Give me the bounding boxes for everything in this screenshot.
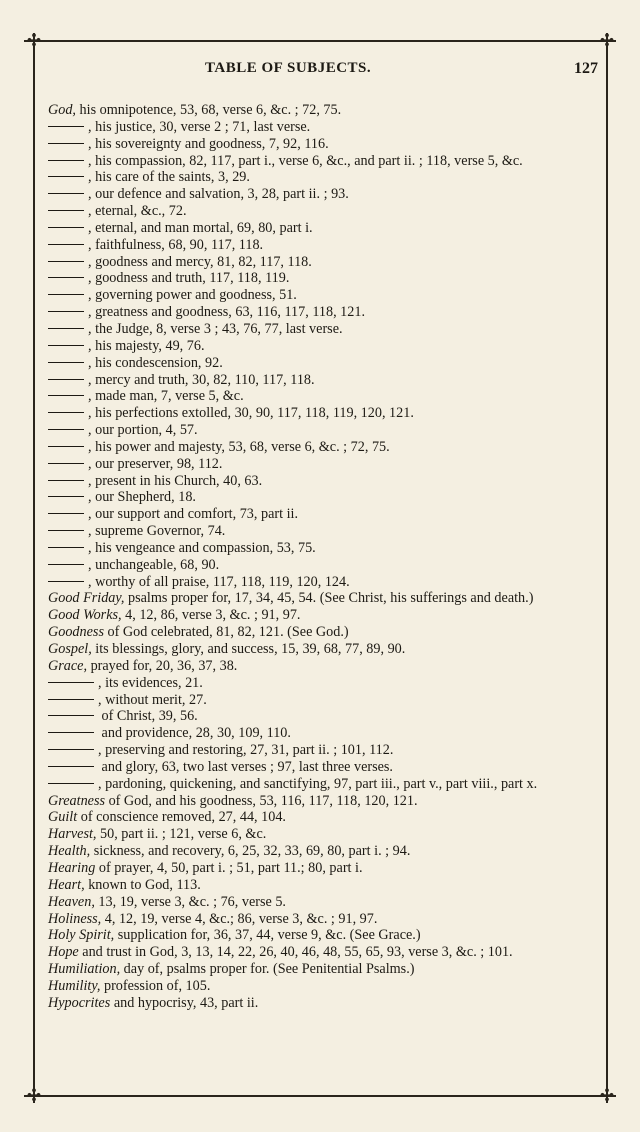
- ditto-dash: [48, 153, 88, 170]
- index-references: , his care of the saints, 3, 29.: [88, 169, 250, 186]
- index-references: , preserving and restoring, 27, 31, part ii. ; 101, 112.: [98, 742, 394, 759]
- index-entry: [48, 372, 600, 389]
- index-references: , his compassion, 82, 117, part i., verse 6, &c., and part ii. ; 118, verse 5, &c.: [88, 152, 523, 169]
- ditto-dash: [48, 506, 88, 523]
- index-references: , faithfulness, 68, 90, 117, 118.: [88, 236, 264, 253]
- index-entry: [48, 708, 600, 725]
- index-references: sickness, and recovery, 6, 25, 32, 33, 69, 80, part i. ; 94.: [90, 843, 411, 860]
- index-term: Humiliation,: [48, 961, 121, 978]
- page-title: TABLE OF SUBJECTS.: [205, 60, 372, 76]
- ditto-dash: [48, 473, 88, 490]
- index-entry: [48, 675, 600, 692]
- index-term: Good Works,: [48, 607, 122, 624]
- ditto-dash: [48, 742, 98, 759]
- index-term: Greatness: [48, 792, 106, 809]
- index-entry: [48, 186, 600, 203]
- index-entry: [48, 557, 600, 574]
- ditto-dash: [48, 304, 88, 321]
- index-references: profession of, 105.: [100, 977, 211, 994]
- index-entry: [48, 590, 600, 607]
- index-references: , our Shepherd, 18.: [88, 489, 196, 506]
- index-references: , greatness and goodness, 63, 116, 117, 118, 121.: [88, 304, 366, 321]
- index-term: Good Friday,: [48, 590, 125, 607]
- left-border-rule: [33, 33, 35, 1103]
- index-references: 50, part ii. ; 121, verse 6, &c.: [96, 826, 267, 843]
- ditto-dash: [48, 287, 88, 304]
- index-references: , goodness and mercy, 81, 82, 117, 118.: [88, 253, 312, 270]
- ditto-dash: [48, 388, 88, 405]
- index-references: , made man, 7, verse 5, &c.: [88, 388, 244, 405]
- index-entry: [48, 995, 600, 1012]
- index-entry: [48, 321, 600, 338]
- index-references: , without merit, 27.: [98, 691, 207, 708]
- index-term: Guilt: [48, 809, 78, 826]
- index-entry: [48, 624, 600, 641]
- ditto-dash: [48, 574, 88, 591]
- index-entry: [48, 894, 600, 911]
- index-term: Goodness: [48, 624, 104, 641]
- page-header: [50, 60, 600, 82]
- right-border-rule: [606, 33, 608, 1103]
- index-entry: [48, 102, 600, 119]
- index-term: Hearing: [48, 859, 96, 876]
- index-entry: [48, 220, 600, 237]
- ditto-dash: [48, 119, 88, 136]
- ditto-dash: [48, 523, 88, 540]
- corner-ornament-icon: ✣: [599, 31, 615, 50]
- index-entry: [48, 944, 600, 961]
- ditto-dash: [48, 203, 88, 220]
- index-entry: [48, 254, 600, 271]
- ditto-dash: [48, 489, 88, 506]
- index-references: , his sovereignty and goodness, 7, 92, 116.: [88, 135, 329, 152]
- index-entry: [48, 153, 600, 170]
- index-entry: [48, 742, 600, 759]
- ditto-dash: [48, 186, 88, 203]
- index-entry: [48, 388, 600, 405]
- index-term: Harvest,: [48, 826, 97, 843]
- index-entry: [48, 270, 600, 287]
- index-term: Gospel,: [48, 641, 92, 657]
- index-entry: [48, 523, 600, 540]
- ditto-dash: [48, 675, 98, 692]
- index-references: day of, psalms proper for. (See Penitential Psalms.): [120, 961, 415, 978]
- index-references: psalms proper for, 17, 34, 45, 54. (See Christ, his sufferings and death.): [124, 590, 534, 607]
- ditto-dash: [48, 776, 98, 793]
- ditto-dash: [48, 270, 88, 287]
- index-references: known to God, 113.: [84, 876, 201, 893]
- index-references: , the Judge, 8, verse 3 ; 43, 76, 77, last verse.: [88, 320, 343, 337]
- ditto-dash: [48, 355, 88, 372]
- index-entry: [48, 119, 600, 136]
- ditto-dash: [48, 372, 88, 389]
- ditto-dash: [48, 439, 88, 456]
- corner-ornament-icon: ✣: [26, 31, 42, 50]
- subject-index-list: [48, 102, 600, 1012]
- index-references: , his justice, 30, verse 2 ; 71, last verse.: [88, 118, 311, 135]
- index-references: and trust in God, 3, 13, 14, 22, 26, 40, 46, 48, 55, 65, 93, verse 3, &c. ; 101.: [78, 944, 513, 961]
- index-references: , worthy of all praise, 117, 118, 119, 120, 124.: [88, 573, 350, 590]
- index-term: Grace,: [48, 657, 88, 674]
- index-entry: [48, 304, 600, 321]
- index-entry: [48, 607, 600, 624]
- ditto-dash: [48, 405, 88, 422]
- index-references: of God, and his goodness, 53, 116, 117, 118, 120, 121.: [105, 792, 418, 809]
- corner-ornament-icon: ✣: [599, 1086, 615, 1105]
- index-references: , supreme Governor, 74.: [88, 523, 226, 540]
- index-term: Humility,: [48, 977, 101, 994]
- ditto-dash: [48, 136, 88, 153]
- index-references: , our portion, 4, 57.: [88, 422, 198, 439]
- index-references: , his vengeance and compassion, 53, 75.: [88, 539, 316, 556]
- index-term: Health,: [48, 843, 91, 860]
- index-entry: [48, 658, 600, 675]
- ditto-dash: [48, 422, 88, 439]
- page-number: 127: [574, 60, 598, 77]
- index-references: , his condescension, 92.: [88, 354, 223, 371]
- ditto-dash: [48, 725, 98, 742]
- index-references: of prayer, 4, 50, part i. ; 51, part 11.; 80, part i.: [95, 859, 363, 876]
- index-references: , our preserver, 98, 112.: [88, 455, 223, 472]
- index-term: Heaven,: [48, 893, 95, 910]
- index-references: , his perfections extolled, 30, 90, 117, 118, 119, 120, 121.: [88, 405, 414, 422]
- index-entry: [48, 136, 600, 153]
- index-entry: [48, 776, 600, 793]
- ditto-dash: [48, 708, 98, 725]
- index-entry: [48, 809, 600, 826]
- index-references: 13, 19, verse 3, &c. ; 76, verse 5.: [94, 893, 286, 910]
- index-references: , his majesty, 49, 76.: [88, 337, 205, 354]
- index-term: God,: [48, 102, 76, 118]
- index-references: , goodness and truth, 117, 118, 119.: [88, 270, 290, 287]
- index-references: 4, 12, 86, verse 3, &c. ; 91, 97.: [121, 607, 301, 624]
- index-entry: [48, 203, 600, 220]
- index-entry: [48, 287, 600, 304]
- ditto-dash: [48, 557, 88, 574]
- index-entry: [48, 692, 600, 709]
- ditto-dash: [48, 220, 88, 237]
- index-references: of God celebrated, 81, 82, 121. (See God.): [103, 624, 349, 641]
- index-references: 4, 12, 19, verse 4, &c.; 86, verse 3, &c. ; 91, 97.: [101, 910, 378, 927]
- ditto-dash: [48, 759, 98, 776]
- index-entry: [48, 473, 600, 490]
- ditto-dash: [48, 692, 98, 709]
- index-entry: [48, 826, 600, 843]
- index-entry: [48, 489, 600, 506]
- ditto-dash: [48, 254, 88, 271]
- top-border-rule: [24, 40, 616, 42]
- index-entry: [48, 641, 600, 658]
- index-references: its blessings, glory, and success, 15, 39, 68, 77, 89, 90.: [91, 641, 406, 657]
- index-references: and glory, 63, two last verses ; 97, last three verses.: [98, 758, 393, 775]
- ditto-dash: [48, 456, 88, 473]
- index-term: Holiness,: [48, 910, 102, 927]
- index-entry: [48, 169, 600, 186]
- index-references: , pardoning, quickening, and sanctifying, 97, part iii., part v., part viii., part x.: [98, 775, 538, 792]
- index-references: , his power and majesty, 53, 68, verse 6, &c. ; 72, 75.: [88, 438, 390, 455]
- index-references: , its evidences, 21.: [98, 674, 203, 691]
- index-entry: [48, 456, 600, 473]
- index-entry: [48, 338, 600, 355]
- index-entry: [48, 911, 600, 928]
- index-references: , governing power and goodness, 51.: [88, 287, 297, 304]
- index-references: of conscience removed, 27, 44, 104.: [77, 809, 286, 826]
- ditto-dash: [48, 540, 88, 557]
- ditto-dash: [48, 237, 88, 254]
- index-references: of Christ, 39, 56.: [98, 708, 198, 725]
- index-entry: [48, 877, 600, 894]
- index-entry: [48, 506, 600, 523]
- index-entry: [48, 237, 600, 254]
- index-entry: [48, 978, 600, 995]
- index-entry: [48, 860, 600, 877]
- index-entry: [48, 793, 600, 810]
- index-entry: [48, 961, 600, 978]
- ditto-dash: [48, 321, 88, 338]
- index-references: supplication for, 36, 37, 44, verse 9, &c. (See Grace.): [114, 927, 421, 944]
- index-references: , eternal, &c., 72.: [88, 203, 187, 220]
- index-references: , mercy and truth, 30, 82, 110, 117, 118.: [88, 371, 315, 388]
- index-entry: [48, 439, 600, 456]
- bottom-border-rule: [24, 1095, 616, 1097]
- index-entry: [48, 725, 600, 742]
- index-entry: [48, 843, 600, 860]
- index-references: , present in his Church, 40, 63.: [88, 472, 263, 489]
- index-references: his omnipotence, 53, 68, verse 6, &c. ; 72, 75.: [75, 102, 342, 118]
- index-references: , unchangeable, 68, 90.: [88, 556, 220, 573]
- index-references: prayed for, 20, 36, 37, 38.: [87, 657, 238, 674]
- index-entry: [48, 405, 600, 422]
- index-references: , our defence and salvation, 3, 28, part ii. ; 93.: [88, 186, 349, 203]
- index-entry: [48, 540, 600, 557]
- ditto-dash: [48, 169, 88, 186]
- index-entry: [48, 927, 600, 944]
- ditto-dash: [48, 338, 88, 355]
- index-term: Hope: [48, 944, 79, 961]
- index-term: Heart,: [48, 876, 85, 893]
- index-references: and hypocrisy, 43, part ii.: [110, 994, 259, 1011]
- index-references: , our support and comfort, 73, part ii.: [88, 506, 299, 523]
- index-entry: [48, 759, 600, 776]
- index-term: Hypocrites: [48, 994, 111, 1011]
- index-references: and providence, 28, 30, 109, 110.: [98, 725, 291, 742]
- index-term: Holy Spirit,: [48, 927, 115, 944]
- corner-ornament-icon: ✣: [26, 1086, 42, 1105]
- index-entry: [48, 422, 600, 439]
- index-entry: [48, 355, 600, 372]
- index-entry: [48, 574, 600, 591]
- index-references: , eternal, and man mortal, 69, 80, part i.: [88, 219, 313, 236]
